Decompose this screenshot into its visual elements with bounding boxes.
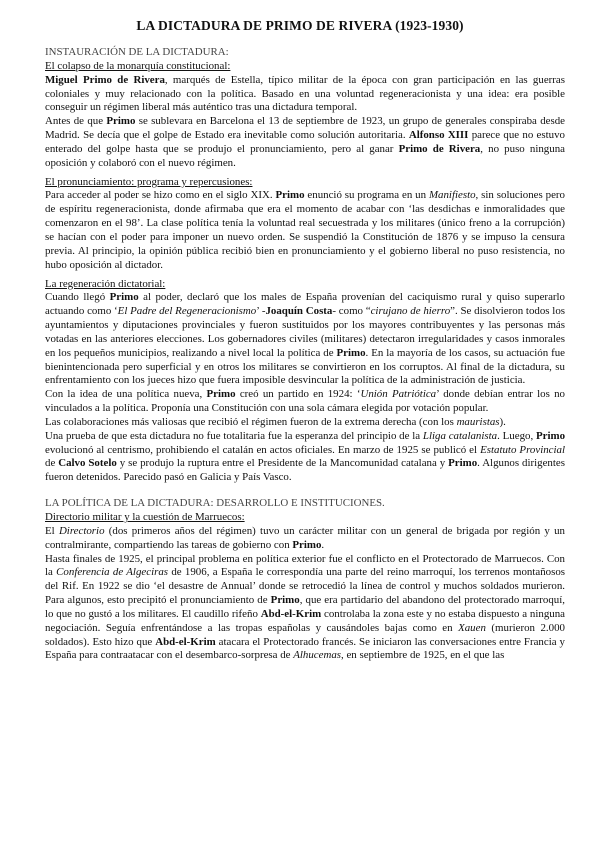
text-run: al poder, declaró que los males de España provenían del caciquismo rural y quiso superarlo actuando como ‘ [45,291,565,318]
text-run: Cuando llegó [45,291,110,304]
text-run: Las colaboraciones más valiosas que recibió el régimen fueron de la extrema derecha (con los [45,415,457,428]
text-run: , que era partidario del abandono del protectorado marroquí, lo que no gustó a los militares. El caudillo rifeño [45,594,566,620]
bold-text: Primo [336,346,366,359]
subsection-heading: La regeneración dictatorial: [45,277,166,290]
text-run: , en septiembre de 1925, en el que las [341,649,505,662]
bold-text: Primo de Rivera [398,142,481,155]
text-run: ). [499,415,506,428]
paragraph [45,525,565,553]
text-run: (murieron 2.000 soldados). Esto hizo que [45,621,565,648]
document-body [45,46,565,663]
bold-text: Primo [106,115,136,128]
text-run: . Luego, [497,429,536,442]
bold-text: Primo [206,388,236,401]
bold-text: Primo [275,189,305,202]
italic-text: cirujano de hierro [370,305,451,318]
paragraph [45,115,565,170]
bold-text: Primo [448,457,478,470]
text-run: ’ - [256,305,266,318]
bold-text: Abd-el-Krim [260,607,322,620]
bold-text: Calvo Sotelo [58,457,117,470]
text-run: evolucionó al centrismo, prohibiendo el catalán en actos oficiales. En marzo de 1925 se publicó el [45,443,481,456]
text-run: y se produjo la ruptura entre el Presidente de la Mancomunidad catalana y [116,457,449,470]
bold-text: Primo [109,291,139,304]
text-run: de [45,457,59,470]
text-run: (dos primeros años del régimen) tuvo un carácter militar con un general de brigada por región y un contralmirante, compartiendo las tareas de gobierno con [45,524,566,551]
italic-text: Estatuto Provincial [480,443,566,456]
text-run: controlaba la zona este y no estaba dispuesto a ninguna negociación. Seguía enfrentándose a las tropas españolas y causándoles bajas como en [45,607,565,634]
italic-text: mauristas [456,415,500,428]
italic-text: Manifiesto [428,189,476,202]
paragraph [45,74,565,116]
paragraph [45,553,565,664]
text-run: creó un partido en 1924: ‘ [235,388,361,401]
text-run: , no puso ninguna oposición y colaboró con el nuevo régimen. [45,142,565,169]
bold-text: Abd-el-Krim [155,635,216,648]
text-run: Una prueba de que esta dictadura no fue totalitaria fue la esperanza del principio de la [45,429,423,442]
italic-text: Unión Patriótica [360,388,437,401]
text-run: . [321,538,325,551]
paragraph [45,291,565,388]
text-run: parece que no estuvo enterado del golpe hasta que se produjo el pronunciamiento, pero al ganar [45,129,565,155]
text-run: Para acceder al poder se hizo como en el siglo XIX. [45,189,276,202]
document-title: LA DICTADURA DE PRIMO DE RIVERA (1923-1930) [136,18,464,33]
text-run: - como “ [332,305,371,318]
text-run: . Algunos dirigentes fueron detenidos. Parecido pasó en Galicia y País Vasco. [45,457,565,484]
text-run: enunció su programa en un [304,189,429,202]
text-run: de 1906, a España le correspondía una parte del reino marroquí, los terrenos montañosos del Rif. En 1922 se dio ‘el desastre de Annual’ donde se retrocedió la línea de control y muchos soldados murieron. Para algunos, esto precipitó el pronunciamiento de [45,566,566,607]
bold-text: Primo [270,594,300,607]
italic-text: Lliga catalanista [422,429,498,442]
subsection-heading: El pronunciamiento: programa y repercusiones: [45,175,253,188]
text-run: . En la mayoría de los casos, su actuación fue bienintencionada pero superficial y en otros los militares se convirtieron en los corruptos. Al final de la dictadura, su enfrentamiento con los jueces hizo que fuera imposible desvincular la política de la administración de justicia. [45,346,565,387]
paragraph [45,430,565,485]
paragraph [45,189,565,272]
text-run: se sublevara en Barcelona el 13 de septiembre de 1923, un grupo de generales conspiraba desde Madrid. Se decía que el golpe de Estado era inevitable como solución autoritaria. [45,115,565,142]
section-heading: LA POLÍTICA DE LA DICTADURA: DESARROLLO E INSTITUCIONES. [45,497,385,510]
italic-text: Alhucemas [293,649,342,662]
bold-text: Alfonso XIII [408,129,469,142]
section-heading: INSTAURACIÓN DE LA DICTADURA: [45,46,229,58]
text-run: El [45,524,59,537]
text-run: , marqués de Estella, típico militar de la época con gran participación en las guerras coloniales y muy relacionado con la política. Basado en una voluntad regeneracionista y una idea: era posible conseguir un régimen liberal más auténtico tras una dictadura temporal. [45,73,565,114]
text-run: atacara el Protectorado francés. Se iniciaron las conversaciones entre Francia y España para contraatacar con el desembarco-sorpresa de [45,635,565,662]
italic-text: El Padre del Regeneracionismo [117,305,257,318]
text-run: ”. Se disolvieron todos los ayuntamientos y diputaciones provinciales y fueron sustituidos por los mayores contribuyentes y las personas más votadas en las anteriores elecciones. Los gobernadores civiles (militares) detectaron irregularidades y casos inmorales en los pequeños municipios, realizando a nivel local la política de [45,305,565,359]
text-run: ’ donde debían entrar los no vinculados a la política. Proponía una Constitución con una sola cámara elegida por votación popular. [45,388,566,415]
subsection-heading: Directorio militar y la cuestión de Marruecos: [45,511,245,523]
italic-text: Directorio [58,524,105,537]
paragraph [45,416,565,430]
paragraph [45,388,565,416]
text-run: Antes de que [45,115,107,128]
italic-text: Xauen [458,621,486,634]
text-run: Con la idea de una política nueva, [45,388,207,401]
bold-text: Joaquín Costa [265,305,333,318]
subsection-heading: El colapso de la monarquía constitucional: [45,59,231,72]
bold-text: Primo [292,538,322,551]
bold-text: Primo [535,429,566,442]
italic-text: Conferencia de Algeciras [56,566,169,579]
text-run: Hasta finales de 1925, el principal problema en política exterior fue el conflicto en el Protectorado de Marruecos. Con la [45,552,565,579]
bold-text: Miguel Primo de Rivera [45,73,165,86]
text-run: , sin soluciones pero de espíritu regeneracionista, donde afirmaba que era el momento de acabar con ‘las desdichas e inmoralidades que comenzaron en el 98’. La clase política tenía la voluntad real secuestrada y los militares (único freno a la corrupción) se hacían con el poder para imponer un nuevo orden. Se suspendió la Constitución de 1876 y se impuso la censura previa. Al principio, la opinión pública recibió bien en pronunciamiento y el gobierno liberal no puso resistencia, no hubo oposición al dictador. [45,189,565,271]
